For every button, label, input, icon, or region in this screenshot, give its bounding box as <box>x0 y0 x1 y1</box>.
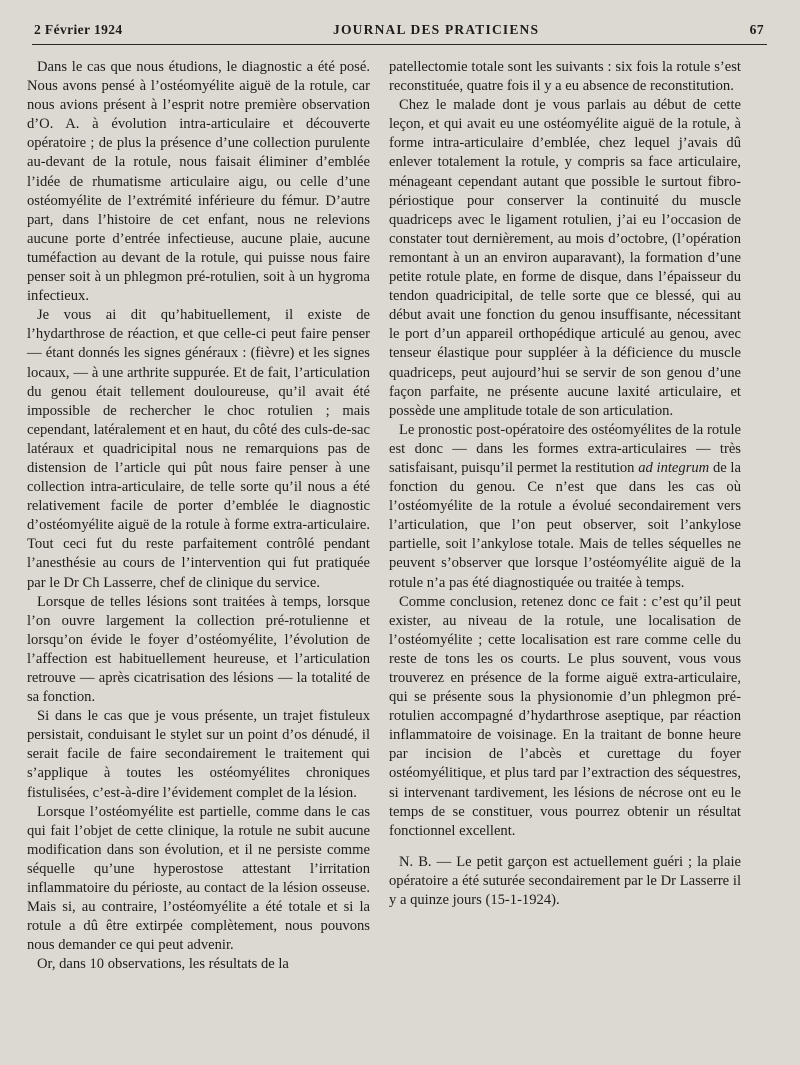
journal-title: JOURNAL DES PRATICIENS <box>333 22 540 37</box>
paragraph: Si dans le cas que je vous présente, un trajet fistuleux persistait, conduisant le stylet sur un point d’os dénudé, il serait facile de faire secondairement le traitement qui s’applique à toutes les ostéomyélites chroniques fistulisées, c’est-à-dire l’évidement complet de la lésion. <box>27 708 370 801</box>
left-column <box>27 58 370 975</box>
paragraph: Je vous ai dit qu’habituellement, il existe de l’hydarthrose de réaction, et que celle-ci peut faire penser — étant donnés les signes généraux : (fièvre) et les signes locaux, — à une arthrite suppurée. Et de fait, l’articulation du genou était tellement douloureuse, qu’il avait été impossible de rechercher le choc rotulien ; mais cependant, latéralement et en haut, du côté des culs-de-sac latéraux et quadricipital nous ne remarquions pas de distension de l’article qui pût nous faire penser à une collection intra-articulaire, de telle sorte qu’il nous a été relativement facile de porter d’emblée le diagnostic d’ostéomyélite aiguë de la rotule à forme extra-articulaire. Tout ceci fut du reste parfaitement contrôlé pendant l’anesthésie au cours de l’intervention qui fut pratiquée par le Dr Ch Lasserre, chef de clinique du service. <box>27 307 370 591</box>
paragraph-part: de la fonction du genou. Ce n’est que dans les cas où l’ostéomyélite de la rotule a évolué secondairement vers l’articulation, que l’on peut observer, soit l’ankylose partielle, soit l’ankylose totale. Mais de telles séquelles ne peuvent s’observer que lorsque l’ostéomyélite aiguë de la rotule n’a pas été diagnostiquée ou traitée à temps. <box>389 459 741 591</box>
paragraph: Chez le malade dont je vous parlais au début de cette leçon, et qui avait eu une ostéomyélite aiguë de la rotule, à forme intra-articulaire d’emblée, chez lequel j’avais dû enlever totalement la rotule, y compris sa face articulaire, ménageant cependant autant que possible le surtout fibro-périostique pour conserver la continuité du muscle quadriceps avec le ligament rotulien, j’ai eu l’occasion de constater tout dernièrement, au mois d’octobre, (l’opération remontant à un an environ auparavant), la formation d’une petite rotule plate, en forme de disque, dans l’épaisseur du tendon quadricipital, de telle sorte que ce blessé, qui au début avait une fonction du genou insuffisante, nécessitant le port d’un appareil orthopédique articulé au genou, avec tenseur élastique pour suppléer à la déficience du muscle quadriceps, peut aujourd’hui se servir de son genou d’une façon parfaite, ne présente aucune laxité articulaire, et possède une amplitude totale de son articulation. <box>389 97 741 419</box>
right-column <box>389 58 741 910</box>
paragraph: Lorsque l’ostéomyélite est partielle, comme dans le cas qui fait l’objet de cette clinique, la rotule ne subit aucune modification dans son évolution, et il ne persiste comme séquelle qu’une hyperostose attestant l’irritation inflammatoire du périoste, au contact de la lésion osseuse. Mais si, au contraire, l’ostéomyélite a été totale et si la rotule a dû être extirpée complètement, nous pouvons nous demander ce qui peut advenir. <box>27 803 370 954</box>
latin-phrase: ad integrum <box>638 459 710 476</box>
header-rule <box>32 44 767 45</box>
page-number: 67 <box>749 22 764 37</box>
paragraph: Dans le cas que nous étudions, le diagnostic a été posé. Nous avons pensé à l’ostéomyélite aiguë de la rotule, car nous avions présent à l’esprit notre première observation d’O. A. à évolution intra-articulaire et découverte opératoire ; de plus la présence d’une collection purulente au-devant de la rotule, nous faisait éliminer d’emblée l’idée de rhumatisme articulaire aigu, ou celle d’une ostéomyélite de l’extrémité inférieure du fémur. D’autre part, dans l’histoire de cet enfant, nous ne relevions aucune porte d’entrée infectieuse, aucune plaie, aucune tuméfaction au devant de la rotule, qui puisse nous faire penser soit à un phlegmon pré-rotulien, soit à un hygroma infectieux. <box>27 59 370 305</box>
paragraph-part: Le pronostic post-opératoire des ostéomyélites de la rotule est donc — dans les formes extra-articulaires — très satisfaisant, puisqu’il permet la restitution <box>389 421 741 476</box>
paragraph: Lorsque de telles lésions sont traitées à temps, lorsque l’on ouvre largement la collection pré-rotulienne et lorsqu’on évide le foyer d’ostéomyélite, l’évolution de l’affection est habituellement heureuse, et l’articulation retrouve — après cicatrisation des lésions — la totalité de sa fonction. <box>27 593 370 706</box>
paragraph: Or, dans 10 observations, les résultats de la <box>37 956 289 973</box>
paragraph: Comme conclusion, retenez donc ce fait : c’est qu’il peut exister, au niveau de la rotule, une localisation de l’ostéomyélite ; cette localisation est rare comme celle du reste de tons les os courts. Le plus souvent, vous vous trouverez en présence de la forme aiguë extra-articulaire, qui se présente sous la physionomie d’un phlegmon pré-rotulien accompagné d’hydarthrose aseptique, par réaction inflammatoire de voisinage. En la traitant de bonne heure par incision de l’abcès et curettage du foyer ostéomyélitique, et plus tard par l’extraction des séquestres, si intervenant tardivement, les lésions de nécrose ont eu le temps de se constituer, vous pourrez obtenir un résultat fonctionnel excellent. <box>389 593 741 839</box>
header-date: 2 Février 1924 <box>34 22 123 37</box>
paragraph: patellectomie totale sont les suivants : six fois la rotule s’est reconstituée, quatre fois il y a eu absence de reconstitution. <box>389 59 741 95</box>
nota-bene: N. B. — Le petit garçon est actuellement guéri ; la plaie opératoire a été suturée secondairement par le Dr Lasserre il y a quinze jours (15-1-1924). <box>389 853 741 909</box>
running-header <box>34 22 764 44</box>
paragraph <box>389 421 741 593</box>
